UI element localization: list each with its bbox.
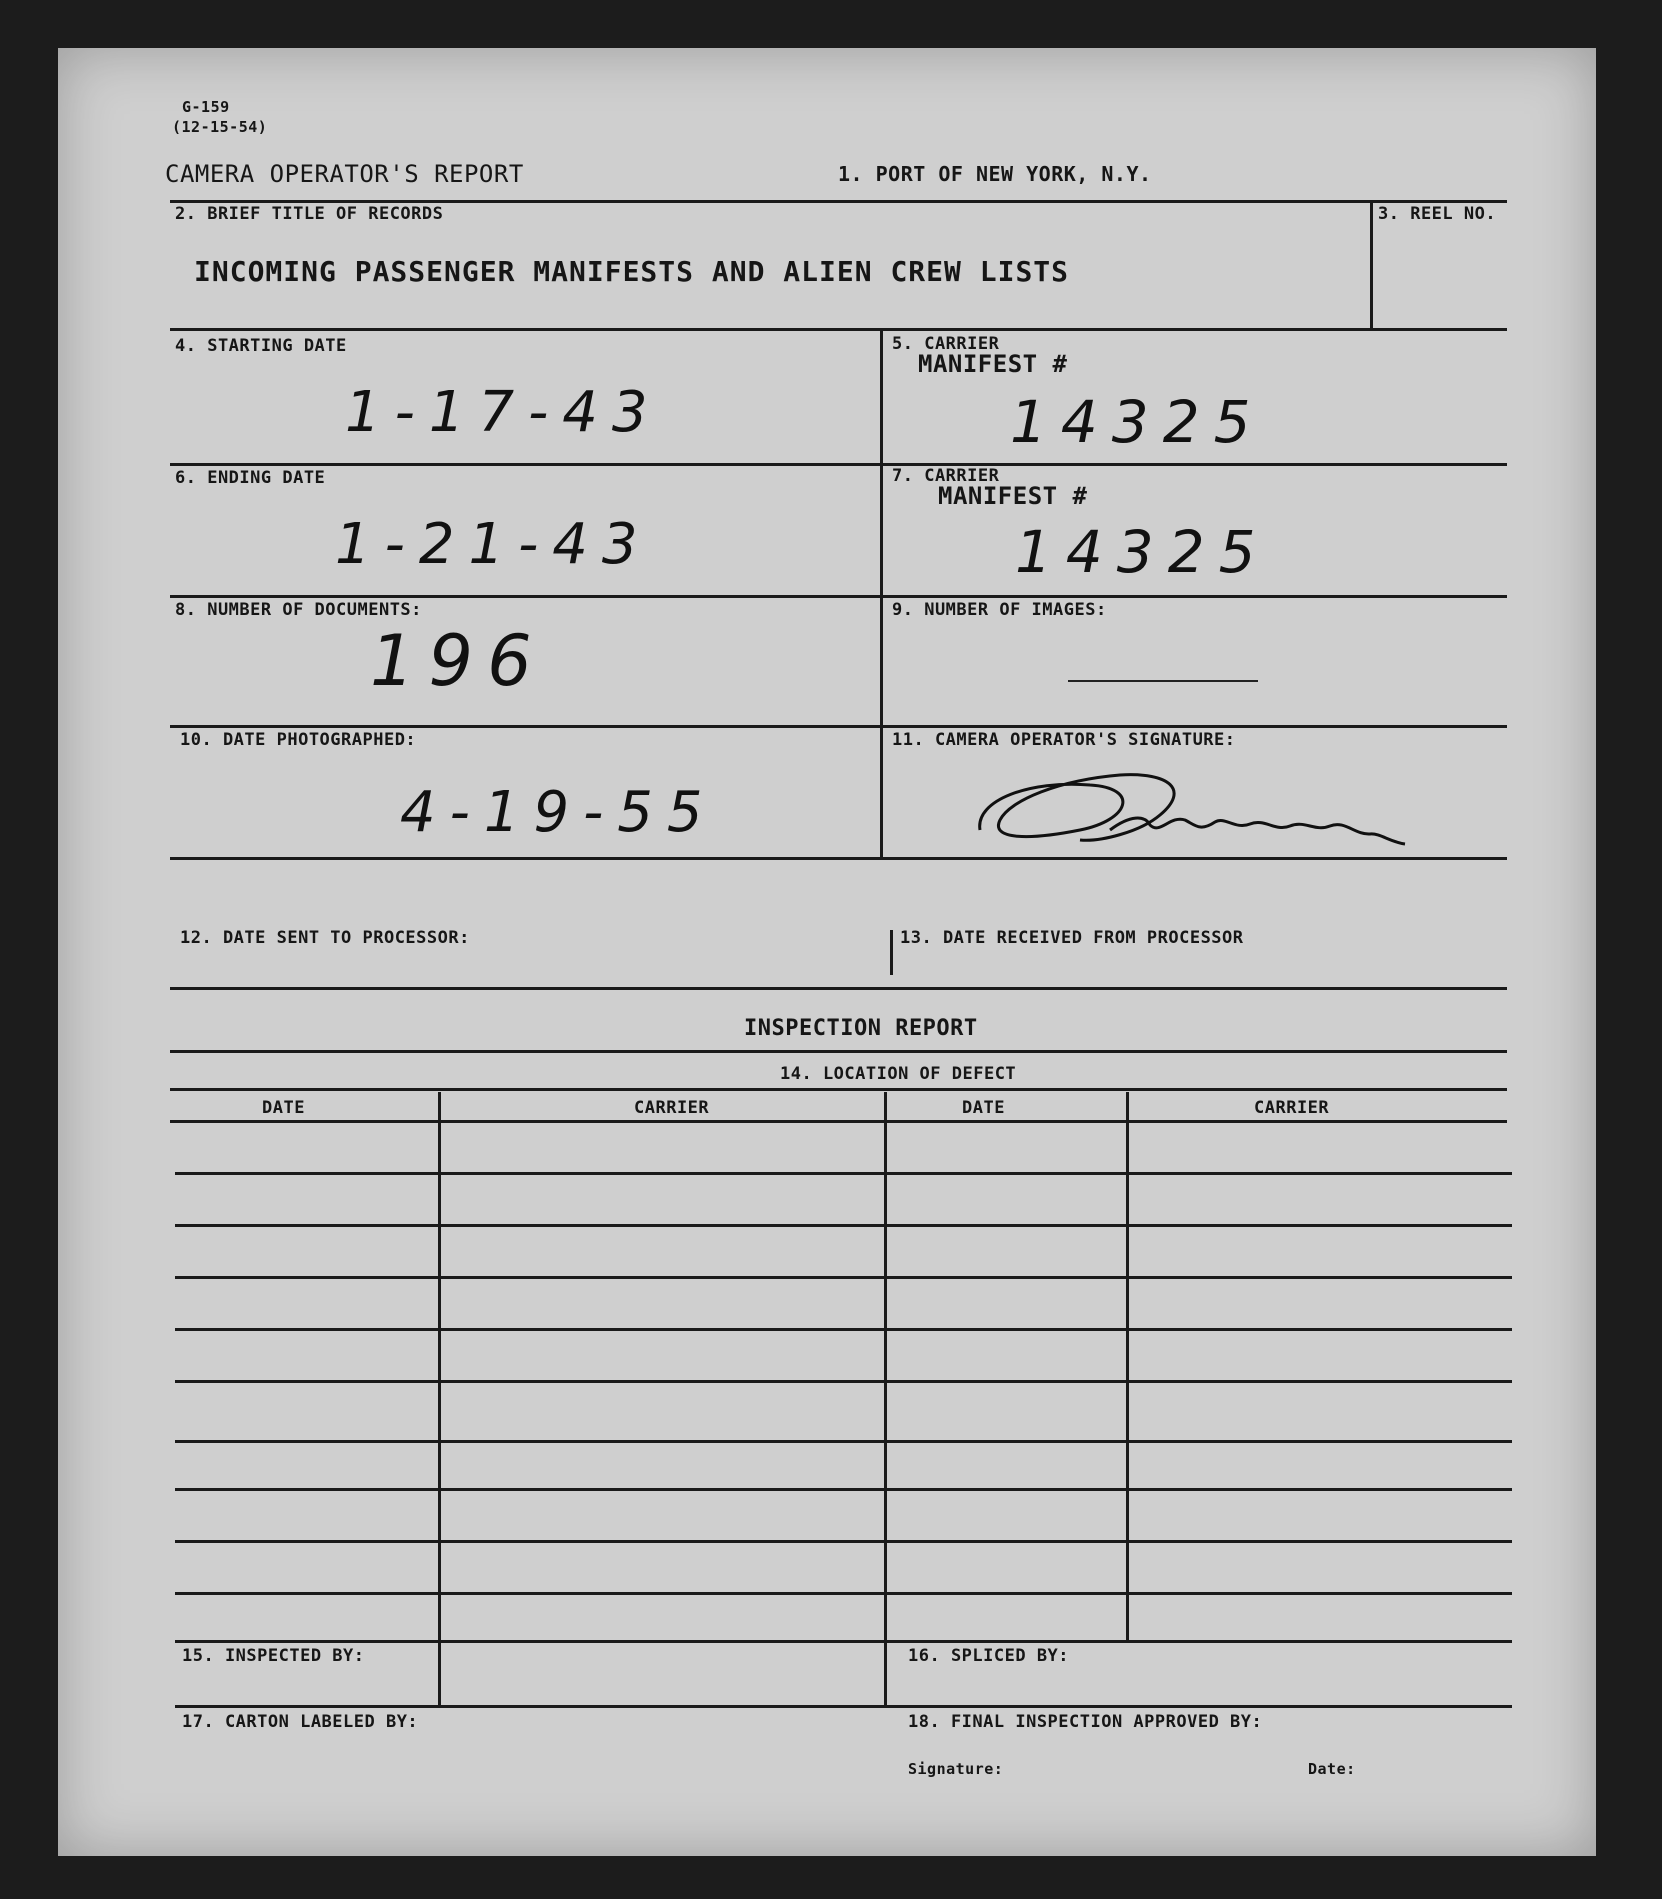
- rule-line: [170, 595, 1507, 598]
- carton-labeled-label: 17. CARTON LABELED BY:: [182, 1712, 419, 1732]
- carrier-7-value: 14325: [1015, 518, 1270, 586]
- table-rule: [175, 1540, 1512, 1543]
- carrier-7-sublabel: MANIFEST #: [938, 482, 1088, 510]
- date-sent-label: 12. DATE SENT TO PROCESSOR:: [180, 928, 470, 948]
- date-caption: Date:: [1308, 1760, 1356, 1778]
- date-photographed-label: 10. DATE PHOTOGRAPHED:: [180, 730, 417, 750]
- table-rule: [175, 1276, 1512, 1279]
- reel-no-label: 3. REEL NO.: [1378, 204, 1497, 224]
- column-divider: [880, 330, 883, 860]
- num-images-label: 9. NUMBER OF IMAGES:: [892, 600, 1107, 620]
- rule-line: [170, 463, 1507, 466]
- column-divider: [1370, 200, 1373, 328]
- table-rule: [175, 1640, 1512, 1643]
- rule-line: [170, 200, 1507, 203]
- table-rule: [175, 1328, 1512, 1331]
- port-field: 1. PORT OF NEW YORK, N.Y.: [838, 162, 1152, 186]
- col-header-date-1: DATE: [262, 1098, 305, 1118]
- table-rule: [175, 1488, 1512, 1491]
- ending-date-label: 6. ENDING DATE: [175, 468, 326, 488]
- form-revision: (12-15-54): [172, 118, 268, 136]
- table-rule: [175, 1380, 1512, 1383]
- ending-date-value: 1-21-43: [335, 512, 652, 577]
- table-rule: [175, 1224, 1512, 1227]
- form-title: CAMERA OPERATOR'S REPORT: [165, 160, 524, 188]
- table-rule: [175, 1172, 1512, 1175]
- rule-line: [170, 328, 1507, 331]
- table-column-divider: [884, 1092, 887, 1707]
- table-column-divider: [1126, 1092, 1129, 1642]
- carrier-5-label: 5. CARRIER: [892, 334, 1000, 354]
- brief-title-label: 2. BRIEF TITLE OF RECORDS: [175, 204, 444, 224]
- carrier-7-label: 7. CARRIER: [892, 466, 1000, 486]
- signature-label: 11. CAMERA OPERATOR'S SIGNATURE:: [892, 730, 1236, 750]
- table-rule: [175, 1705, 1512, 1708]
- starting-date-label: 4. STARTING DATE: [175, 336, 347, 356]
- signature-caption: Signature:: [908, 1760, 1004, 1778]
- num-images-dash: [1068, 680, 1258, 682]
- rule-line: [170, 1088, 1507, 1091]
- col-header-carrier-1: CARRIER: [634, 1098, 710, 1118]
- inspected-by-label: 15. INSPECTED BY:: [182, 1646, 365, 1666]
- form-number: G-159: [182, 98, 230, 116]
- operator-signature: [970, 760, 1460, 860]
- brief-title-value: INCOMING PASSENGER MANIFESTS AND ALIEN CREW LISTS: [194, 255, 1070, 288]
- location-of-defect-label: 14. LOCATION OF DEFECT: [780, 1064, 1017, 1084]
- column-divider: [890, 930, 893, 975]
- col-header-carrier-2: CARRIER: [1254, 1098, 1330, 1118]
- final-inspection-label: 18. FINAL INSPECTION APPROVED BY:: [908, 1712, 1263, 1732]
- carrier-5-value: 14325: [1010, 388, 1265, 456]
- carrier-5-sublabel: MANIFEST #: [918, 350, 1068, 378]
- rule-line: [170, 987, 1507, 990]
- table-rule: [175, 1440, 1512, 1443]
- date-received-label: 13. DATE RECEIVED FROM PROCESSOR: [900, 928, 1244, 948]
- table-rule: [175, 1592, 1512, 1595]
- date-photographed-value: 4-19-55: [400, 780, 717, 845]
- table-column-divider: [438, 1092, 441, 1707]
- col-header-date-2: DATE: [962, 1098, 1005, 1118]
- form-page: [58, 48, 1596, 1856]
- table-rule: [170, 1120, 1507, 1123]
- inspection-title: INSPECTION REPORT: [744, 1016, 978, 1041]
- num-docs-value: 196: [370, 620, 546, 702]
- spliced-by-label: 16. SPLICED BY:: [908, 1646, 1070, 1666]
- starting-date-value: 1-17-43: [345, 380, 662, 445]
- rule-line: [170, 725, 1507, 728]
- rule-line: [170, 1050, 1507, 1053]
- num-docs-label: 8. NUMBER OF DOCUMENTS:: [175, 600, 422, 620]
